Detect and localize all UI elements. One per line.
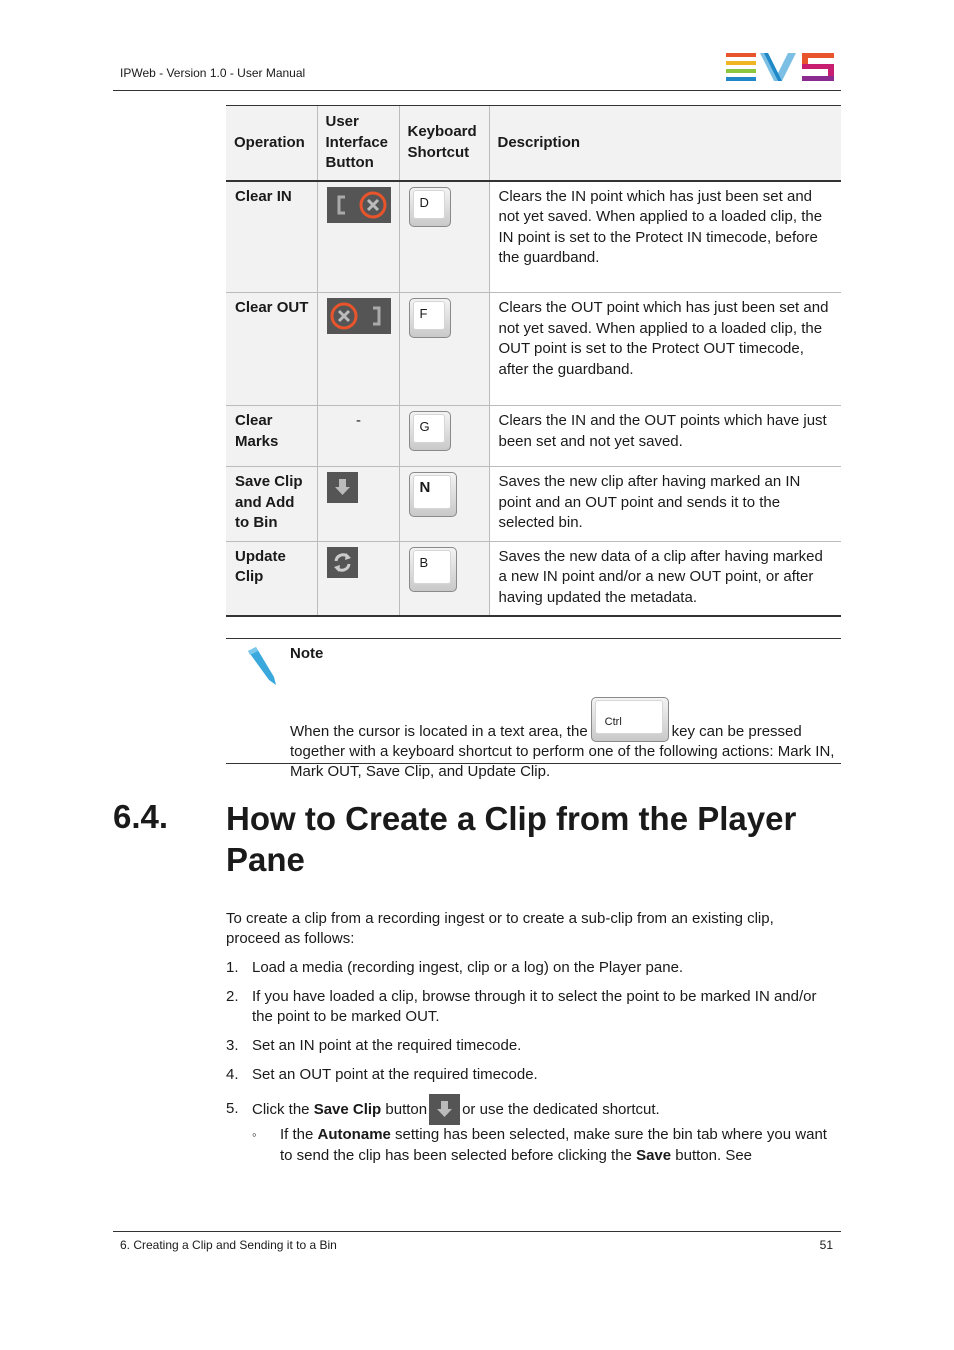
list-item (226, 1094, 841, 1125)
clear-out-icon (327, 298, 391, 334)
save-clip-icon (429, 1094, 460, 1125)
step-text: button (381, 1101, 428, 1118)
header-keyboard-shortcut: Keyboard Shortcut (399, 106, 489, 181)
step-number: 3. (226, 1037, 239, 1054)
page-header-title: IPWeb - Version 1.0 - User Manual (120, 66, 306, 80)
keyboard-shortcut-cell (399, 406, 489, 467)
step-number: 5. (226, 1100, 239, 1117)
keyboard-key (409, 187, 451, 227)
keyboard-key (409, 547, 457, 592)
page-number: 51 (819, 1238, 833, 1252)
description-cell: Saves the new data of a clip after having marked a new IN point and/or a new OUT point, or after having updated the metadata. (489, 541, 841, 616)
table-row (226, 406, 841, 467)
section-title: How to Create a Clip from the Player Pane (226, 800, 797, 878)
keyboard-shortcut-cell (399, 181, 489, 293)
ctrl-key-label: Ctrl (595, 700, 663, 734)
footer-rule (113, 1231, 841, 1232)
note-box (226, 638, 841, 780)
description-cell: Clears the IN point which has just been set and not yet saved. When applied to a loaded clip, the IN point is set to the Protect IN timecode, before the guardband. (489, 181, 841, 293)
intro-paragraph: To create a clip from a recording ingest or to create a sub-clip from an existing clip, proceed as follows: (226, 910, 774, 947)
step-number: 1. (226, 959, 239, 976)
list-item (226, 1036, 841, 1056)
table-row (226, 181, 841, 293)
key-label: F (413, 301, 445, 330)
ui-button-cell (317, 541, 399, 616)
note-text-before: When the cursor is located in a text area, the (290, 723, 588, 740)
table-header-row (226, 106, 841, 181)
step-text: Load a media (recording ingest, clip or a log) on the Player pane. (252, 959, 684, 976)
step-text: If you have loaded a clip, browse through it to select the point to be marked IN and/or the point to be marked OUT. (252, 988, 817, 1025)
keyboard-shortcut-cell (399, 467, 489, 542)
key-label: G (413, 414, 445, 443)
step-text: Click the (252, 1101, 314, 1118)
clear-in-icon (327, 187, 391, 223)
key-label: N (413, 475, 451, 509)
sub-text-bold: Save (636, 1146, 672, 1164)
section-number: 6.4. (113, 798, 169, 835)
step-text: Set an OUT point at the required timecode. (252, 1066, 538, 1083)
ui-button-cell (317, 406, 399, 467)
header-operation: Operation (226, 106, 317, 181)
keyboard-key (409, 411, 451, 451)
ui-button-cell (317, 181, 399, 293)
keyboard-shortcut-cell (399, 541, 489, 616)
note-text (290, 697, 835, 782)
table-row (226, 467, 841, 542)
pencil-icon (244, 645, 278, 687)
sub-text: If the (280, 1126, 318, 1143)
description-cell: Saves the new clip after having marked an IN point and an OUT point and sends it to the selected bin. (489, 467, 841, 542)
description-cell: Clears the OUT point which has just been set and not yet saved. When applied to a loaded clip, the OUT point is set to the Protect OUT timecode, after the guardband. (489, 293, 841, 406)
note-text-after: key can be pressed together with a keyboard shortcut to perform one of the following actions: Mark IN, Mark OUT, Save Clip, and Update Clip. (290, 723, 835, 780)
ui-button-cell (317, 467, 399, 542)
sub-text: button. See (671, 1146, 753, 1164)
header-rule (113, 90, 841, 91)
step-number: 2. (226, 988, 239, 1005)
keyboard-shortcut-cell (399, 293, 489, 406)
operations-table (226, 105, 841, 617)
bullet-marker: ◦ (252, 1127, 257, 1142)
operation-cell: Clear OUT (226, 293, 317, 406)
key-label: D (413, 190, 445, 219)
footer-chapter: 6. Creating a Clip and Sending it to a Bin (120, 1238, 337, 1252)
evs-logo (726, 53, 834, 81)
step-text: Set an IN point at the required timecode. (252, 1037, 522, 1054)
operation-cell: Clear Marks (226, 406, 317, 467)
list-item (226, 987, 841, 1027)
operation-cell: Clear IN (226, 181, 317, 293)
steps-list (226, 958, 841, 1166)
list-item (226, 958, 841, 978)
sub-text-bold: Autoname (317, 1126, 391, 1143)
step-text: or use the dedicated shortcut. (462, 1101, 660, 1118)
keyboard-key (409, 472, 457, 517)
ui-button-cell (317, 293, 399, 406)
operation-cell: Update Clip (226, 541, 317, 616)
step-text-bold: Save Clip (313, 1101, 382, 1118)
step-number: 4. (226, 1066, 239, 1083)
keyboard-key (409, 298, 451, 338)
header-description: Description (489, 106, 841, 181)
operation-cell: Save Clip and Add to Bin (226, 467, 317, 542)
save-clip-icon (327, 472, 358, 503)
sub-list-item (226, 1125, 841, 1166)
list-item (226, 1065, 841, 1085)
table-row (226, 541, 841, 616)
sub-text: setting has been selected, make sure the bin tab where you want to send the clip has been selected before clicking the (280, 1126, 827, 1164)
note-title: Note (290, 645, 324, 662)
update-clip-icon (327, 547, 358, 578)
header-ui-button: User Interface Button (317, 106, 399, 181)
table-row (226, 293, 841, 406)
key-label: B (413, 550, 451, 584)
ctrl-key (591, 697, 669, 742)
no-button-dash: - (356, 412, 361, 429)
description-cell: Clears the IN and the OUT points which have just been set and not yet saved. (489, 406, 841, 467)
